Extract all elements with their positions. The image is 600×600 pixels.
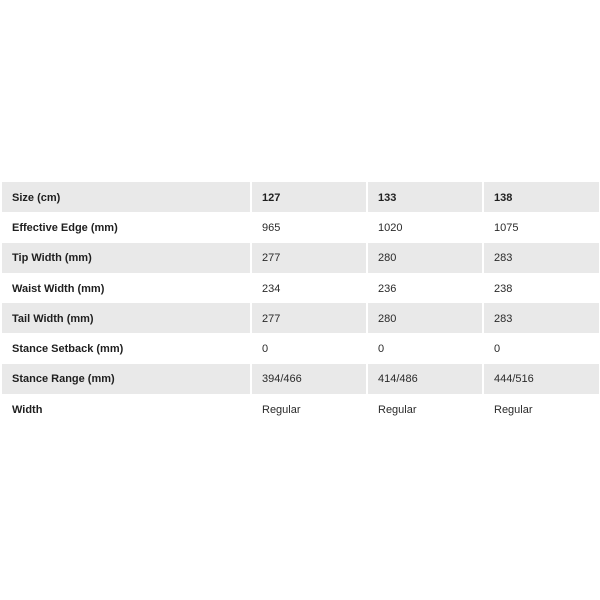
- table-cell: 283: [484, 243, 599, 273]
- table-cell: 277: [252, 303, 366, 333]
- row-label: Tail Width (mm): [2, 303, 250, 333]
- table-cell: 238: [494, 282, 513, 295]
- table-cell: 414/486: [368, 364, 482, 394]
- table-cell: 394/466: [252, 364, 366, 394]
- size-138: 138: [484, 182, 599, 212]
- table-cell: Regular: [262, 403, 301, 416]
- table-cell: 0: [378, 343, 385, 356]
- table-cell: Regular: [494, 403, 533, 416]
- table-cell: 236: [378, 282, 397, 295]
- row-label: Stance Setback (mm): [12, 343, 124, 356]
- table-cell: 965: [262, 221, 281, 234]
- table-row-stance-setback: [2, 333, 599, 363]
- row-label: Size (cm): [2, 182, 250, 212]
- table-row-effective-edge: [2, 212, 599, 242]
- table-cell: 283: [484, 303, 599, 333]
- table-row-width: [2, 394, 599, 424]
- table-cell: 0: [494, 343, 501, 356]
- table-cell: 277: [252, 243, 366, 273]
- row-label: Effective Edge (mm): [12, 221, 118, 234]
- table-row-size: [2, 182, 599, 212]
- table-cell: 1020: [378, 221, 403, 234]
- size-133: 133: [368, 182, 482, 212]
- table-row-tip-width: [2, 243, 599, 273]
- table-cell: 280: [368, 243, 482, 273]
- table-row-stance-range: [2, 364, 599, 394]
- table-row-tail-width: [2, 303, 599, 333]
- table-cell: 0: [262, 343, 269, 356]
- table-cell: 444/516: [484, 364, 599, 394]
- size-127: 127: [252, 182, 366, 212]
- row-label: Width: [12, 403, 43, 416]
- row-label: Tip Width (mm): [2, 243, 250, 273]
- spec-table: [2, 182, 599, 424]
- table-cell: 1075: [494, 221, 519, 234]
- row-label: Waist Width (mm): [12, 282, 105, 295]
- table-cell: Regular: [378, 403, 417, 416]
- table-row-waist-width: [2, 273, 599, 303]
- table-cell: 234: [262, 282, 281, 295]
- table-cell: 280: [368, 303, 482, 333]
- row-label: Stance Range (mm): [2, 364, 250, 394]
